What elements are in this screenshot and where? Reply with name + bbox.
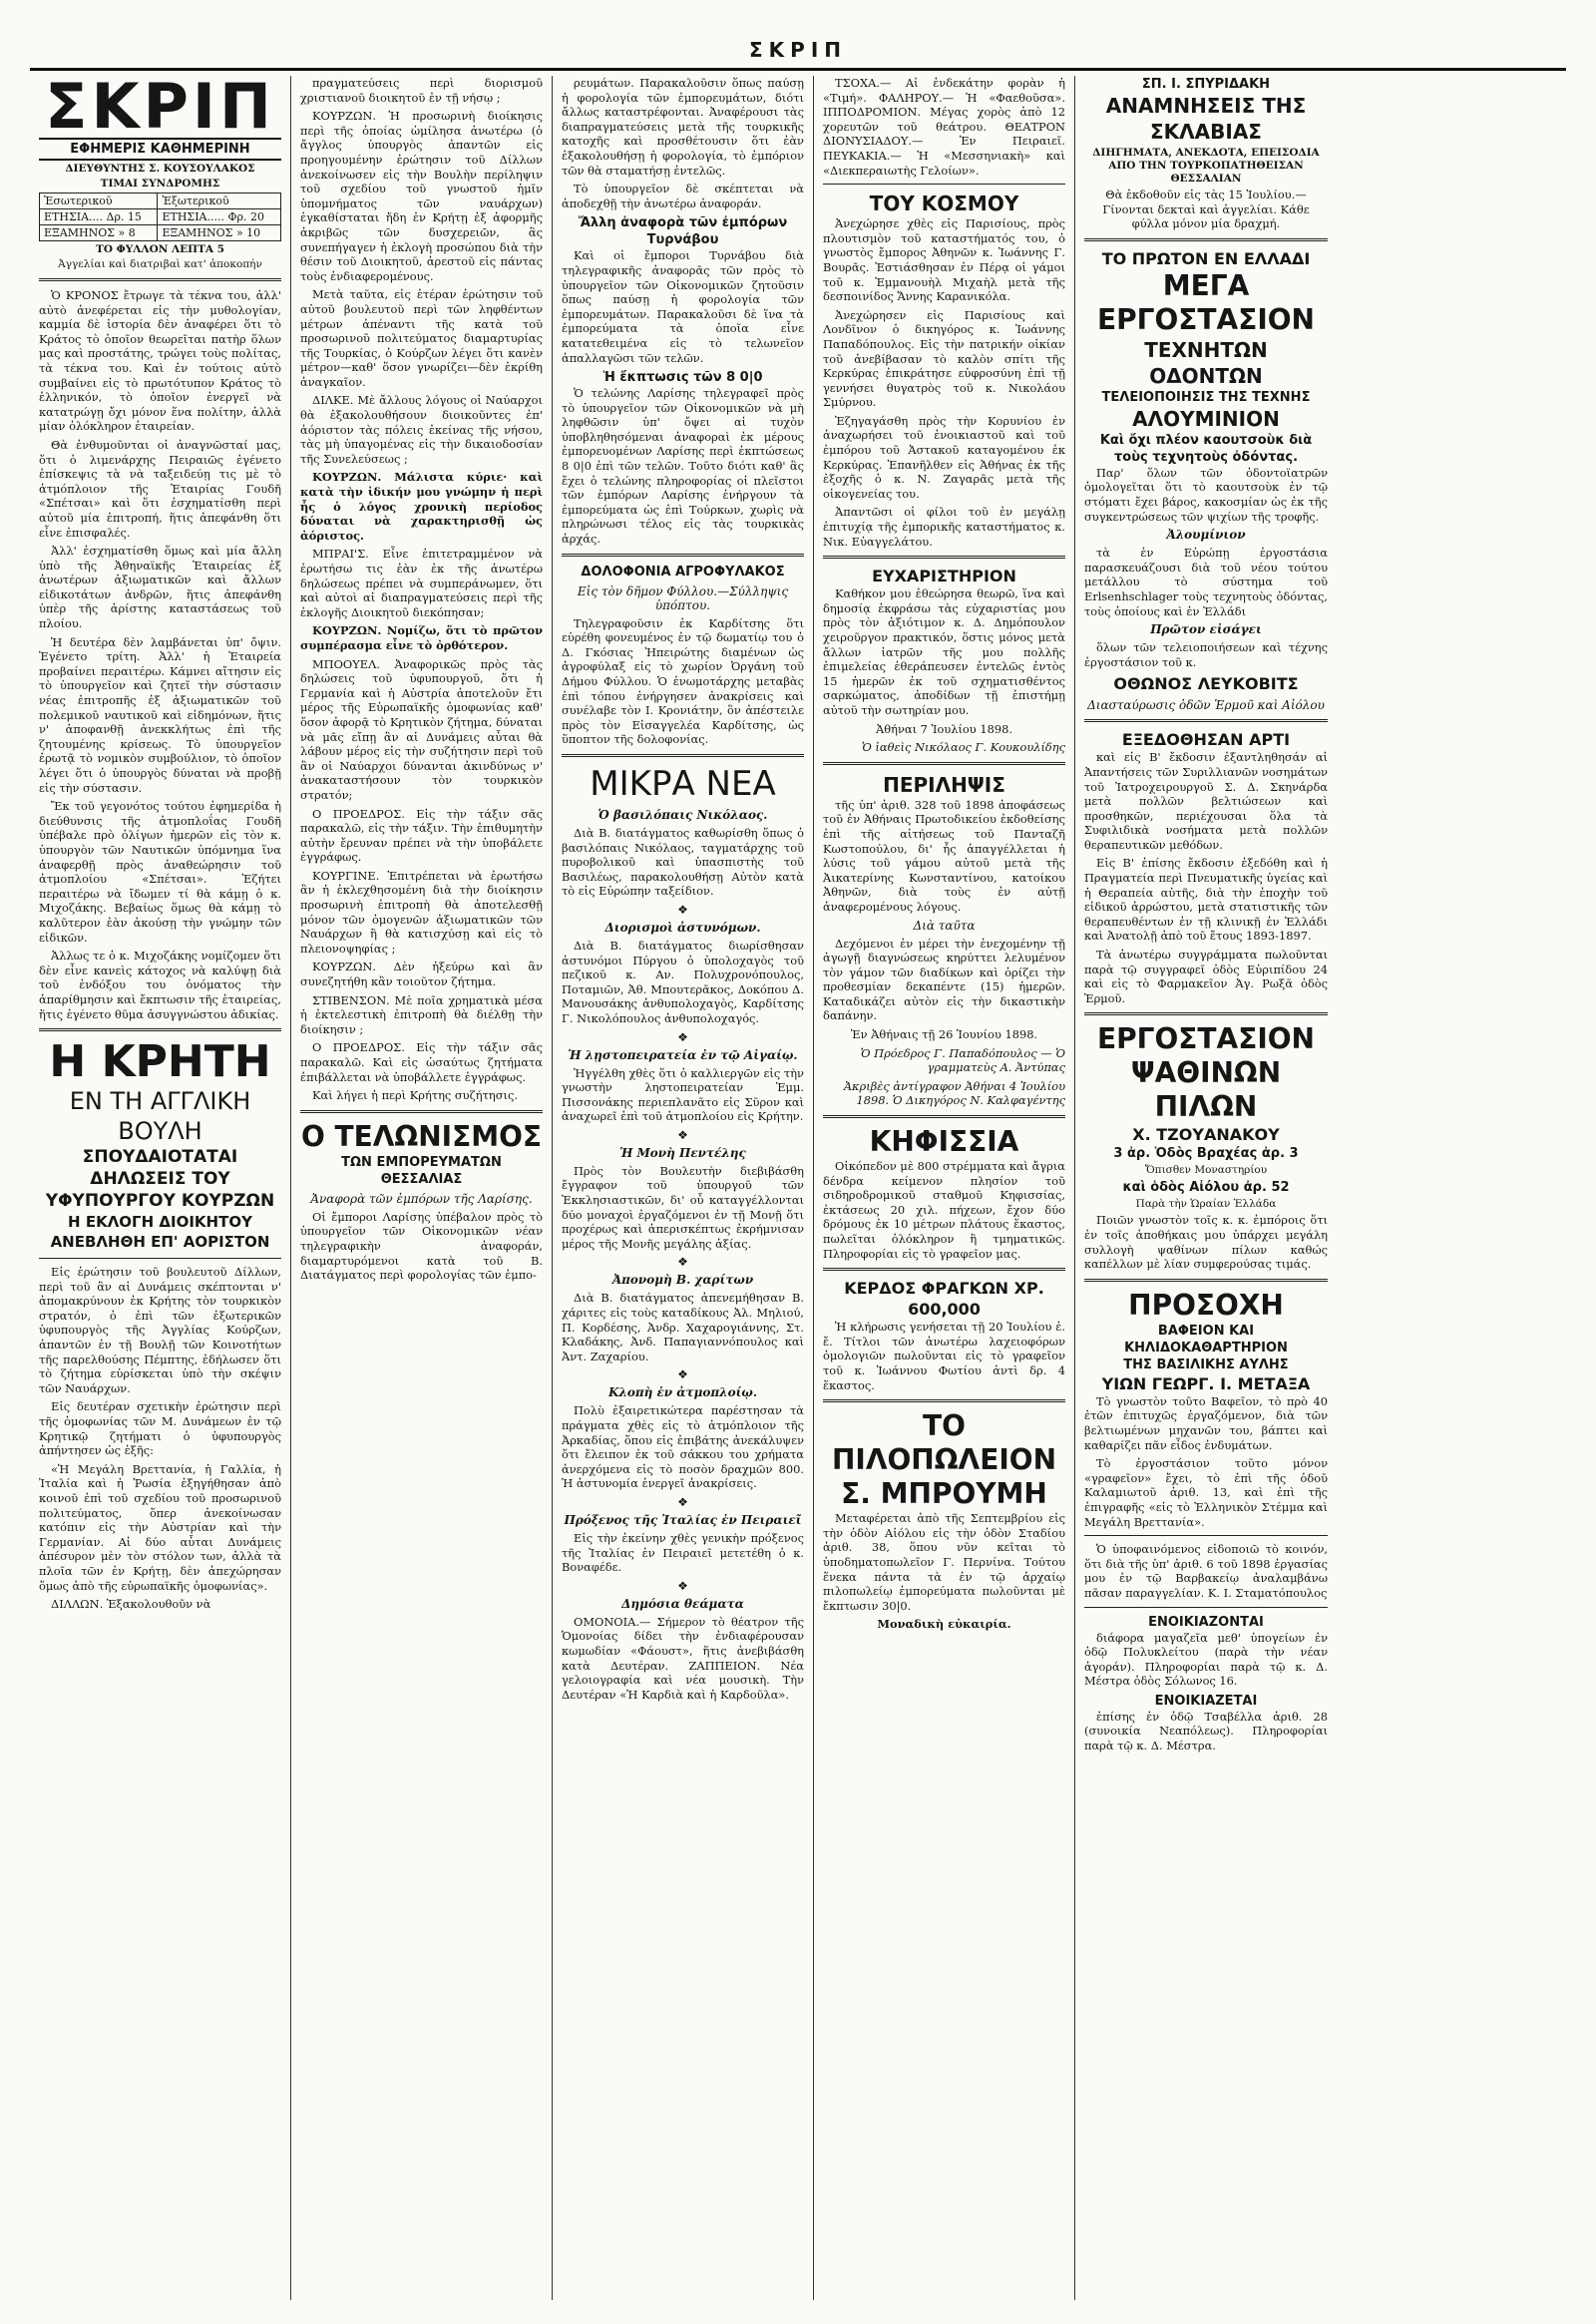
subs-interior-header: Ἐσωτερικοῦ (40, 194, 158, 209)
ad-title: ΑΝΑΜΝΗΣΕΙΣ ΤΗΣ ΣΚΛΑΒΙΑΣ (1105, 94, 1307, 144)
lottery-headline: ΚΕΡΔΟΣ ΦΡΑΓΚΩΝ ΧΡ. 600,000 (844, 1279, 1044, 1320)
article-paragraph: Καὶ οἱ ἔμποροι Τυρνάβου διὰ τηλεγραφικῆς ἀναφορᾶς τῶν πρὸς τὸ ὑπουργεῖον τῶν Οἰκονομικῶν ζητοῦσιν ὅπως παύσῃ ἡ φορολογία τῶν ἐμπορευμάτων. Παρακαλοῦσι δὲ ἵνα τὰ ἐμπορεύματα τὰ ὁποῖα εἶνε κατατεθειμένα εἰς τὸ τελωνεῖον ἀπαλλαγῶσι τῶν τελῶν. (562, 248, 804, 365)
article-paragraph: Δεχόμενοι ἐν μέρει τὴν ἐνεχομένην τῇ ἀγωγῇ διαγνώσεως κηρύττει λελυμένον τὸν γάμον τῶν διαδίκων καὶ ὁρίζει τὴν προθεσμίαν δεκαπέντε (15) ἡμερῶν. Καταδικάζει αὐτὸν εἰς τὴν δικαστικὴν δαπάνην. (823, 936, 1065, 1023)
subscriptions-title: ΤΙΜΑΙ ΣΥΝΔΡΟΜΗΣ (100, 178, 220, 190)
ad-body: Εἰς Β' ἐπίσης ἔκδοσιν ἐξεδόθη καὶ ἡ Πραγματεία περὶ Πνευματικῆς ὑγείας καὶ ἡ Θεραπεία αὐτῆς, διὰ τὴν ἐποχὴν τοῦ εἰδικοῦ ἀρρώστου, μετὰ στατιστικῆς τῶν θεραπευθέντων ἐν τῇ κλινικῇ ἐν Ἑλλάδι καὶ Ἀνατολῇ ἀπὸ τοῦ ἔτους 1893-1897. (1084, 856, 1328, 944)
article-paragraph: Τὸ ὑπουργεῖον δὲ σκέπτεται νὰ ἀποδεχθῇ τὴν ἀνωτέρω ἀναφοράν. (562, 182, 804, 210)
ad-body: ὅλων τῶν τελειοποιήσεων καὶ τέχνης ἐργοστάσιον τοῦ κ. (1084, 640, 1328, 669)
article-paragraph: «Ἡ Μεγάλη Βρεττανία, ἡ Γαλλία, ἡ Ἰταλία καὶ ἡ Ῥωσία ἐξηγήθησαν ἀπὸ κοινοῦ ἐπὶ τοῦ σχεδίου τοῦ προσωρινοῦ πολιτεύματος, ὅπερ ἀνεκοίνωσαν κατόπιν εἰς τὴν Αὐστρίαν καὶ τὴν Γερμανίαν. Αἱ δύο αὗται Δυνάμεις ἀπέσυρον μὲν τὸν στόλον των, ἀλλὰ τὰ πλοῖα τῶν ἐν Κρήτῃ, δὲν ἀπεχώρησαν ὅμως ἀπὸ τῆς εὐρωπαϊκῆς ὁμοφωνίας». (39, 1461, 281, 1593)
ad-title: ΤΗΣ ΒΑΣΙΛΙΚΗΣ ΑΥΛΗΣ (1123, 1356, 1289, 1372)
ad-title: Παρὰ τὴν Ὡραίαν Ἑλλάδα (1135, 1198, 1277, 1211)
divider (823, 1115, 1065, 1118)
subs-exterior-half: ΕΞΑΜΗΝΟΣ » 10 (158, 225, 281, 241)
subhead: Ἀπονομὴ Β. χαρίτων (611, 1273, 754, 1288)
ad-title: ΑΛΟΥΜΙΝΙΟΝ (1132, 406, 1280, 431)
divider (562, 554, 804, 557)
ad-title: Ἀλουμίνιον (1166, 528, 1246, 543)
divider (823, 762, 1065, 765)
article-paragraph: Ἀνεχώρησε χθὲς εἰς Παρισίους, πρὸς πλουτισμὸν τοῦ καταστήματός του, ὁ γνωστὸς ἔμπορος Ἀθηνῶν κ. Ἰωάννης Γ. Βουρᾶς. Ἐστιάσθησαν ἐν Πέρᾳ οἱ γάμοι τοῦ κ. Ἐμμανουὴλ Μιχαὴλ μετὰ τῆς δεσποινίδος Ἄννης Καρανικόλα. (823, 216, 1065, 304)
thanks-headline: ΕΥΧΑΡΙΣΤΗΡΙΟΝ (872, 567, 1016, 586)
divider (562, 754, 804, 757)
customs-headline-2: ΤΩΝ ΕΜΠΟΡΕΥΜΑΤΩΝ ΘΕΣΣΑΛΙΑΣ (341, 1154, 502, 1187)
running-head: ΣΚΡΙΠ (30, 38, 1566, 71)
divider (39, 278, 281, 281)
column-5 (1075, 76, 1337, 2300)
ad-body: Τὰ ἀνωτέρω συγγράμματα πωλοῦνται παρὰ τῷ συγγραφεῖ ὁδὸς Εὐριπίδου 24 καὶ εἰς τὸ Φαρμακεῖον Ἀγ. Ρωξᾶ ὁδὸς Ἑρμοῦ. (1084, 948, 1328, 1005)
ad-body: Παρ' ὅλων τῶν ὀδοντοϊατρῶν ὁμολογεῖται ὅτι τὸ καουτσοὺκ ἐν τῷ στόματι ἔχει βάρος, κακοσμίαν ὡς ἐκ τῆς συγκεντρώσεως τῶν ψιχίων τῆς τροφῆς. (1084, 465, 1328, 524)
divider (1084, 1535, 1328, 1536)
columns (30, 76, 1566, 2300)
divider (39, 1028, 281, 1031)
ad-body: Θὰ ἐκδοθοῦν εἰς τὰς 15 Ἰουλίου.— Γίνονται δεκταὶ καὶ ἀγγελίαι. Κάθε φύλλα μόνον μία δραχμή. (1102, 188, 1310, 231)
subs-interior-half: ΕΞΑΜΗΝΟΣ » 8 (40, 225, 158, 241)
article-paragraph: Ο ΠΡΟΕΔΡΟΣ. Εἰς τὴν τάξιν σᾶς παρακαλῶ, εἰς τὴν τάξιν. Τὴν ἐπιθυμητὴν αὐτὴν ἔρευναν πρέπει νὰ τὴν ὑποβάλετε ἐγγράφως. (300, 806, 543, 865)
column-2 (291, 76, 553, 2300)
divider (1084, 1279, 1328, 1282)
article-paragraph: ΔΙΛΚΕ. Μὲ ἄλλους λόγους οἱ Ναύαρχοι θὰ ἐξακολουθήσουν διοικοῦντες ἐπ' ἀόριστον τὰς πόλεις ἐκείνας τῆς νήσου, τὰς μὴ ὑπαγομένας εἰς τὴν δικαιοδοσίαν τῆς Συνελεύσεως ; (300, 393, 543, 466)
subhead: Ἡ ἔκπτωσις τῶν 8 0|0 (602, 370, 763, 386)
ad-title: Πρῶτον εἰσάγει (1150, 622, 1262, 637)
article-paragraph: ΜΠΡΑΙ'Σ. Εἶνε ἐπιτετραμμένον νὰ ἐρωτήσω τις ἐὰν ἐκ τῆς ἀνωτέρω δηλώσεως πρέπει νὰ συμπεράνωμεν, ὅτι καὶ αὐτοὶ αἱ διαπραγματεύσεις περὶ τῆς ἐκλογῆς Διοικητοῦ διεκόπησαν; (300, 547, 543, 619)
divider (39, 1258, 281, 1259)
ornament: ❖ (677, 1367, 688, 1382)
divider (823, 1268, 1065, 1271)
ad-body: ἐπίσης ἐν ὁδῷ Τσαβέλλα ἀριθ. 28 (συνοικία Νεαπόλεως). Πληροφορίαι παρὰ τῷ κ. Δ. Μέστρα. (1084, 1709, 1328, 1753)
article-paragraph: Μεταφέρεται ἀπὸ τῆς Σεπτεμβρίου εἰς τὴν ὁδὸν Αἰόλου εἰς τὴν ὁδὸν Σταδίου ἀριθ. 38, ὅπου νῦν κεῖται τὸ ὑποδηματοπωλεῖον Γ. Περνίνα. Τούτου ἕνεκα πάντα τὰ ἐν τῷ ἀρχαίῳ πιλοπωλείῳ ἐμπορεύματα πωλοῦνται μὲ ἔκπτωσιν 30|0. (823, 1511, 1065, 1613)
article-paragraph: ΚΟΥΡΖΩΝ. Ἡ προσωρινὴ διοίκησις περὶ τῆς ὁποίας ὡμίλησα ἀνωτέρω (ὁ ἄγγλος ὑπουργὸς ἀπαντῶν εἰς προηγουμένην ἐρώτησιν τοῦ Δίλλων ἀνεκοίνωσεν εἰς τὴν Βουλὴν περίληψιν τοῦ σχεδίου τοῦ γνωστοῦ ἡμῖν ὑπομνήματος τῶν ναυάρχων) ἐγκαθίσταται ἤδη ἐν Κρήτῃ ἐξ ἀφορμῆς ἀκριβῶς τῶν δυσχερειῶν, ἃς συνεπήγαγεν ἡ ἐκλογὴ προσώπου διὰ τὴν θέσιν τοῦ Διοικητοῦ, ἀρεστοῦ εἰς πάντας τοὺς ἐνδιαφερομένους. (300, 109, 543, 283)
masthead (39, 76, 281, 271)
article-paragraph: Οἱ ἔμποροι Λαρίσης ὑπέβαλον πρὸς τὸ ὑπουργεῖον τῶν Οἰκονομικῶν νέαν τηλεγραφικὴν ἀναφοράν, διαμαρτυρόμενοι κατὰ τοῦ Β. Διατάγματος περὶ φορολογίας τῶν ἐμπο- (300, 1209, 543, 1283)
ad-author: ΣΠ. Ι. ΣΠΥΡΙΔΑΚΗ (1141, 77, 1271, 92)
article-paragraph: ρευμάτων. Παρακαλοῦσιν ὅπως παύσῃ ἡ φορολογία τῶν ἐμπορευμάτων, διότι ἄλλως καταστρέφονται. Ἀναφέρουσι τὰς διαπραγματεύσεις μετὰ τῆς τουρκικῆς κατοχῆς καὶ προσθέτουσιν ὅτι ἐὰν ἐξακολουθήσῃ ἡ φορολογία, τὸ ἐμπόριον τῶν θὰ σταματήσῃ ἐντελῶς. (562, 76, 804, 178)
divider (1084, 238, 1328, 241)
article-paragraph: Εἰς δευτέραν σχετικὴν ἐρώτησιν περὶ τῆς ὁμοφωνίας τῶν Μ. Δυνάμεων ἐν τῷ Κρητικῷ ζητήματι ὁ ὑφυπουργὸς ἀπήντησεν ὡς ἑξῆς: (39, 1399, 281, 1458)
column-3 (553, 76, 814, 2300)
ad-title: Χ. ΤΖΟΥΑΝΑΚΟΥ (1132, 1125, 1280, 1145)
ad-title: ΕΝΟΙΚΙΑΖΟΝΤΑΙ (1148, 1614, 1264, 1630)
ad-title: ΨΑΘΙΝΩΝ ΠΙΛΩΝ (1130, 1056, 1282, 1124)
ad-subtitle: ΔΙΗΓΗΜΑΤΑ, ΑΝΕΚΔΟΤΑ, ΕΠΕΙΣΟΔΙΑ ΑΠΟ ΤΗΝ ΤΟΥΡΚΟΠΑΤΗΘΕΙΣΑΝ ΘΕΣΣΑΛΙΑΝ (1092, 147, 1320, 185)
divider (1084, 1012, 1328, 1015)
crete-headline-3: ΣΠΟΥΔΑΙΟΤΑΤΑΙ ΔΗΛΩΣΕΙΣ ΤΟΥ ΥΦΥΠΟΥΡΓΟΥ ΚΟΥΡΖΩΝ (45, 1147, 275, 1212)
ad-title: καὶ ὁδὸς Αἰόλου ἀρ. 52 (1122, 1180, 1290, 1196)
article-paragraph: Ὁ τελώνης Λαρίσης τηλεγραφεῖ πρὸς τὸ ὑπουργεῖον τῶν Οἰκονομικῶν νὰ μὴ ληφθῶσιν ὑπ' ὄψει αἱ τυχὸν ὑποβληθησόμεναι ἀναφοραὶ ἐκ μέρους ἐμπορευομένων Λαρίσης περὶ ἐκπτώσεως 8 0|0 ἐπὶ τῶν τελῶν. Τοῦτο διότι καθ' ἃς ἔχει ὁ τελώνης πληροφορίας οἱ πλεῖστοι τῶν ἐμπόρων Λαρίσης ἐνήργουν τὰ ἐμπορεύματα ὡς ἐπὶ Τούρκων, χωρὶς νὰ πληρώνωσι τέλος εἰς τὰς τουρκικὰς ἀρχάς. (562, 386, 804, 547)
subhead: Ὁ βασιλόπαις Νικόλαος. (598, 807, 768, 822)
crete-headline-2: ΕΝ ΤΗ ΑΓΓΛΙΚΗ ΒΟΥΛΗ (69, 1087, 251, 1146)
subhead: Ἄλλη ἀναφορὰ τῶν ἐμπόρων Τυρνάβου (578, 215, 788, 248)
article-paragraph: τῆς ὑπ' ἀριθ. 328 τοῦ 1898 ἀποφάσεως τοῦ ἐν Ἀθήναις Πρωτοδικείου ἐκδοθείσης ἐπὶ τῆς αἰτήσεως τοῦ Πανταζῆ Κωστοπούλου, δι' ἧς ἀπαγγέλλεται ἡ λύσις τοῦ γάμου αὐτοῦ μετὰ τῆς Ἀικατερίνης Κωνσταντίνου, κατοίκου Ἀθηνῶν, διὰ τοὺς ἐν αὐτῇ ἀναφερομένους λόγους. (823, 797, 1065, 914)
ad-title: ΤΕΛΕΙΟΠΟΙΗΣΙΣ ΤΗΣ ΤΕΧΝΗΣ (1101, 389, 1311, 405)
ad-title: 3 ἀρ. Ὁδὸς Βραχέας ἀρ. 3 (1113, 1146, 1299, 1162)
article-paragraph: ΚΟΥΡΖΩΝ. Δὲν ἠξεύρω καὶ ἂν συνεζητήθη κἂν τοιοῦτον ζήτημα. (300, 960, 543, 989)
divider (1084, 719, 1328, 722)
ornament: ❖ (677, 902, 688, 917)
article-paragraph: Μοναδικὴ εὐκαιρία. (877, 1617, 1011, 1632)
customs-headline: Ο ΤΕΛΩΝΙΣΜΟΣ (300, 1119, 543, 1153)
ad-body: Τὸ ἐργοστάσιον τοῦτο μόνον «γραφεῖον» ἔχει, τὸ ἐπὶ τῆς ὁδοῦ Καλαμιωτοῦ ἀριθ. 13, καὶ ἐπὶ τῆς ἐπιγραφῆς «εἰς τὸ Ἑλληνικὸν Στέμμα καὶ Μεγάλη Βρεττανία». (1084, 1456, 1328, 1529)
ad-title: ΥΙΩΝ ΓΕΩΡΓ. Ι. ΜΕΤΑΞΑ (1101, 1373, 1311, 1393)
mikra-nea-headline: ΜΙΚΡΑ ΝΕΑ (590, 763, 776, 804)
article-paragraph: πραγματεύσεις περὶ διορισμοῦ χριστιανοῦ διοικητοῦ ἐν τῇ νήσῳ ; (300, 76, 543, 105)
ad-body: Ὁ ὑποφαινόμενος εἰδοποιῶ τὸ κοινόν, ὅτι διὰ τῆς ὑπ' ἀριθ. 6 τοῦ 1898 ἐργασίας μου ἐν τῷ Βαρβακείῳ ἀναλαμβάνω πᾶσαν παραγγελίαν. Κ. Ι. Σταματόπουλος (1084, 1542, 1328, 1600)
subhead: Διορισμοὶ ἀστυνόμων. (604, 920, 761, 935)
article-paragraph: Ἀλλως τε ὁ κ. Μιχοζάκης νομίζομεν ὅτι δὲν εἶνε κανεὶς κάτοχος νὰ καλύψῃ διὰ τοῦ ἐνδόξου του ὀνόματος τὴν ἀπαρίθμησιν καὶ ἔκπτωσιν τῆς ἑταιρείας, ἥτις ἐγένετο θῦμα ἀσυγγνώστου ἀδικίας. (39, 949, 281, 1021)
ad-title: ΤΟ ΠΡΩΤΟΝ ΕΝ ΕΛΛΑΔΙ (1101, 248, 1311, 268)
ad-body: διάφορα μαγαζεῖα μεθ' ὑπογείων ἐν ὁδῷ Πολυκλείτου (παρὰ τὴν νέαν ἀγοράν). Πληροφορίαι παρὰ τῷ κ. Δ. Μέστρα ὁδὸς Σόλωνος 16. (1084, 1630, 1328, 1689)
society-headline: ΤΟΥ ΚΟΣΜΟΥ (869, 192, 1019, 216)
ad-title: ΕΞΕΔΟΘΗΣΑΝ ΑΡΤΙ (1121, 730, 1291, 750)
masthead-price: ΤΟ ΦΥΛΛΟΝ ΛΕΠΤΑ 5 (96, 243, 224, 255)
masthead-note: Ἀγγελίαι καὶ διατριβαὶ κατ' ἀποκοπήν (58, 258, 262, 270)
article-date: Ἀθήναι 7 Ἰουλίου 1898. (876, 721, 1012, 736)
subs-interior-year: ΕΤΗΣΙΑ.... Δρ. 15 (40, 209, 158, 225)
masthead-subtitle: ΕΦΗΜΕΡΙΣ ΚΑΘΗΜΕΡΙΝΗ (39, 138, 281, 161)
hat-shop-headline: ΤΟ ΠΙΛΟΠΩΛΕΙΟΝ (831, 1409, 1056, 1477)
divider (823, 1399, 1065, 1402)
subhead: Πρόξενος τῆς Ἰταλίας ἐν Πειραιεῖ (564, 1512, 802, 1527)
signature: Ὁ ἰαθεὶς Νικόλαος Γ. Κουκουλίδης (862, 740, 1065, 755)
article-paragraph: Ο ΠΡΟΕΔΡΟΣ. Εἰς τὴν τάξιν σᾶς παρακαλῶ. Καὶ εἰς ὡσαύτως ζητήματα ἐπιβάλλεται νὰ ὑποβάλλετε ἐγγράφως. (300, 1040, 543, 1084)
article-paragraph: ΣΤΙΒΕΝΣΟΝ. Μὲ ποῖα χρηματικὰ μέσα ἡ ἐκτελεστικὴ ἐπιτροπὴ θὰ διέλθῃ τὴν διοίκησιν ; (300, 992, 543, 1036)
article-paragraph: ΤΣΟΧΑ.— Αἱ ἐνδεκάτην φορὰν ἡ «Τιμή». ΦΑΛΗΡΟΥ.— Ἡ «Φαεθοῦσα». ΙΠΠΟΔΡΟΜΙΟΝ. Μέγας χορὸς ἀπὸ 12 χορευτῶν τοῦ θεάτρου. ΘΕΑΤΡΟΝ ΔΙΟΝΥΣΙΑΔΟΥ.— Ἐν Πειραιεῖ. ΠΕΥΚΑΚΙΑ.— Ἡ «Μεσσηνιακὴ» καὶ «Διεκπεραιωτὴς Γελοίων». (823, 76, 1065, 178)
ornament: ❖ (677, 1578, 688, 1593)
article-paragraph: ΜΠΟΟΥΕΛ. Ἀναφορικῶς πρὸς τὰς δηλώσεις τοῦ ὑφυπουργοῦ, ὅτι ἡ Γερμανία καὶ ἡ Αὐστρία ἀποτελοῦν ἔτι μέρος τῆς Εὐρωπαϊκῆς ὁμοφωνίας καθ' ὅσον ἀφορᾷ τὸ Κρητικὸν ζήτημα, δύναται νὰ μᾶς εἴπῃ ἂν αἱ Δυνάμεις αὗται θὰ λάβουν μέρος εἰς τὴν συζήτησιν περὶ τοῦ ἂν οἱ Ναύαρχοι δύνανται ἀκινδύνως ν' ἀνακαταστήσουν τὸν τουρκικὸν στρατόν; (300, 656, 543, 802)
crete-headline-4: Η ΕΚΛΟΓΗ ΔΙΟΙΚΗΤΟΥ ΑΝΕΒΛΗΘΗ ΕΠ' ΑΟΡΙΣΤΟΝ (50, 1213, 270, 1252)
masthead-director: ΔΙΕΥΘΥΝΤΗΣ Σ. ΚΟΥΣΟΥΛΑΚΟΣ (65, 163, 255, 175)
ornament: ❖ (677, 1494, 688, 1509)
murder-headline: ΔΟΛΟΦΟΝΙΑ ΑΓΡΟΦΥΛΑΚΟΣ (581, 564, 785, 580)
article-paragraph: Εἰς ἐρώτησιν τοῦ βουλευτοῦ Δίλλων, περὶ τοῦ ἂν αἱ Δυνάμεις σκέπτονται ν' ἀπομακρύνουν ἐκ Κρήτης τὸν τουρκικὸν στρατόν, ὁ ἐπὶ τῶν ἐξωτερικῶν ὑφυπουργὸς τῆς Ἀγγλίας Κούρζων, ἀπαντῶν ἐν τῇ Βουλῇ τῶν Κοινοτήτων τῆς παρελθούσης Πέμπτης, ἐδήλωσεν ὅτι τὸ ζήτημα εὑρίσκεται ὑπὸ τὴν σκέψιν τῶν Ναυάρχων. (39, 1265, 281, 1395)
ad-title: ΟΘΩΝΟΣ ΛΕΥΚΟΒΙΤΣ (1113, 674, 1299, 694)
article-paragraph: Ὁ ΚΡΟΝΟΣ ἔτρωγε τὰ τέκνα του, ἀλλ' αὐτὸ ἀνεφέρεται εἰς τὴν μυθολογίαν, καμμία δὲ ἱστορία δὲν ἀναφέρει ὅτι τὸ Κράτος τὸ ὁποῖον θεωρεῖται πατὴρ ὅλων μας καὶ προστάτης, τρώγει τοὺς πολίτας, τὰ τέκνα του. Καὶ ἐν τούτοις αὐτὸ συμβαίνει εἰς τὸ πρωτότυπον Κράτος τὸ ἑλληνικόν, τὸ ὁποῖον ἐνεργεῖ νὰ κατατρώγῃ ὄχι μόνον ἕνα πολίτην, ἀλλὰ μίαν ὁλόκληρον ἑταιρείαν. (39, 288, 281, 434)
article-paragraph: Διὰ Β. διατάγματος διωρίσθησαν ἀστυνόμοι Πύργου ὁ ὑπολοχαγὸς τοῦ πεζικοῦ κ. Αν. Πολυχρονόπουλος, Ποταμιῶν, Ἀθ. Μπουτερᾶκος, Δοκόπου Δ. Μανουσάκης ἀνθυπολοχαγὸς, Καρδίτσης Γ. Νικολόπουλος ἀνθυπολοχαγός. (562, 938, 804, 1025)
ornament: ❖ (677, 1255, 688, 1270)
article-paragraph: Πολὺ ἐξαιρετικώτερα παρέστησαν τὰ πράγματα χθὲς εἰς τὸ ἀτμόπλοιον τῆς Ἀρκαδίας, ὅπου εἰς ἐπιβάτης ἀνεκάλυψεν ὅτι ἔλειπον ἐκ τοῦ σάκκου του χρήματα ἀνερχόμενα εἰς τὸ ποσὸν δραχμῶν 800. Ἡ ἀστυνομία ἐνεργεῖ ἀνακρίσεις. (562, 1403, 804, 1491)
ad-body: τὰ ἐν Εὐρώπῃ ἐργοστάσια παρασκευάζουσι διὰ τοῦ νέου τούτου μετάλλου τὸ σύστημα τοῦ Erlsenhschlager τοὺς τεχνητοὺς ὀδόντας, τοὺς ὁποίους καὶ ἐν Ἑλλάδι (1084, 546, 1328, 618)
ad-title: Καὶ ὄχι πλέον καουτσοὺκ διὰ τοὺς τεχνητοὺς ὀδόντας. (1099, 432, 1313, 465)
article-paragraph: ΚΟΥΡΖΩΝ. Μάλιστα κύριε· καὶ κατὰ τὴν ἰδικήν μου γνώμην ἡ περὶ ἧς ὁ λόγος χρονικὴ περίοδος δύναται νὰ χαρακτηρισθῇ ὡς ἀόριστος. (300, 470, 543, 543)
ornament: ❖ (677, 1127, 688, 1142)
article-paragraph: Πρὸς τὸν Βουλευτὴν διεβιβάσθη ἔγγραφον τοῦ ὑπουργοῦ τῶν Ἐκκλησιαστικῶν, δι' οὗ καταγγέλλονται δύο μοναχοὶ ἐργαζόμενοι ἐν τῇ Μονῇ ὅτι προχέρως καὶ ἀπερισκέπτως ἐκρήμνισαν μέρος τῆς Μονῆς μεγάλης ἀξίας. (562, 1163, 804, 1251)
ad-title: ΕΡΓΟΣΤΑΣΙΟΝ (1097, 1022, 1315, 1056)
murder-subhead: Εἰς τὸν δῆμον Φύλλου.—Σύλληψις ὑπόπτου. (577, 583, 789, 612)
summary-headline: ΠΕΡΙΛΗΨΙΣ (883, 772, 1005, 797)
ad-title: ΒΑΦΕΙΟΝ ΚΑΙ ΚΗΛΙΔΟΚΑΘΑΡΤΗΡΙΟΝ (1124, 1323, 1288, 1356)
divider (1084, 1607, 1328, 1608)
column-1 (30, 76, 291, 2300)
subscriptions-table (39, 193, 281, 241)
article-paragraph: Καὶ λήγει ἡ περὶ Κρήτης συζήτησις. (312, 1088, 518, 1103)
ad-title: ΜΕΓΑ ΕΡΓΟΣΤΑΣΙΟΝ (1097, 268, 1315, 336)
ad-title: ΤΕΧΝΗΤΩΝ ΟΔΟΝΤΩΝ (1144, 337, 1268, 388)
subhead: Ἡ Μονὴ Πεντέλης (619, 1145, 746, 1160)
subhead: Διὰ ταῦτα (913, 918, 976, 933)
signature: Ἀκριβὲς ἀντίγραφον Ἀθήναι 4 Ἰουλίου 1898. Ὁ Δικηγόρος Ν. Καλφαγέντης (843, 1078, 1065, 1108)
ad-title: Διασταύρωσις ὁδῶν Ἑρμοῦ καὶ Αἰόλου (1087, 698, 1325, 713)
kifisia-headline: ΚΗΦΙΣΣΙΑ (869, 1125, 1019, 1159)
ad-title: Ὄπισθεν Μοναστηρίου (1144, 1164, 1268, 1177)
article-paragraph: Ἔκ τοῦ γεγονότος τούτου ἐφημερίδα ἡ διεύθυνσις τῆς ἀτμοπλοΐας Γουδῆ ὑπέβαλε πρὸ ὀλίγων ἡμερῶν εἰς τὸν κ. ὑπουργὸν τῶν Ναυτικῶν ὑπόμνημα ἵνα ἀναφερθῇ πρὸς ἀναθεώρησιν τοῦ ἀτμοπλοίου «Σπέτσαι». Ἐζήτει περαιτέρω νὰ ἴδωμεν τί θὰ κάμῃ ὁ κ. Μιχοζάκης. Βεβαίως ὅμως θὰ κάμῃ τὸ καλῦτερον ἐὰν ἀκούσῃ τὴν γνώμην τῶν εἰδικῶν. (39, 799, 281, 945)
article-paragraph: Διὰ Β. διατάγματος καθωρίσθη ὅπως ὁ βασιλόπαις Νικόλαος, ταγματάρχης τοῦ πυροβολικοῦ καὶ ὑπασπιστὴς τοῦ Βασιλέως, παρακολουθήσῃ Αὐτὸν κατὰ τὸ εἰς Εὐρώπην ταξείδιον. (562, 825, 804, 899)
crete-headline: Η ΚΡΗΤΗ (49, 1036, 271, 1088)
article-paragraph: Ἡ δευτέρα δὲν λαμβάνεται ὑπ' ὄψιν. Ἐγένετο τρίτη. Ἀλλ' ἡ Ἑταιρεία προβαίνει περαιτέρω. Κάμνει αἴτησιν εἰς τὸ ὑπουργεῖον καὶ ζητεῖ τὴν σύστασιν νέας ἐπιτροπῆς ἐξ ἀξιωματικῶν τοῦ πολεμικοῦ ναυτικοῦ καὶ εἰδημόνων, ἥτις ν' ἀποφανθῇ ἀνεκκλήτως ἐπὶ τῆς ζητουμένης κρίσεως. Τὸ ὑπουργεῖον ἐρωτᾷ τὸ νομικὸν συμβούλιον, τὸ ὁποῖον λέγει ὅτι ὁ ὑπουργὸς δύναται νὰ προβῇ εἰς τὴν σύστασιν. (39, 634, 281, 795)
ad-body: καὶ εἰς Β' ἔκδοσιν ἐξαντληθησάν αἱ Ἀπαντήσεις τῶν Συριλλιανῶν νοσημάτων τοῦ Ἰατροχειρουργοῦ Σ. Δ. Σκηνάρδα μετὰ πολλῶν βελτιώσεων καὶ προσθηκῶν, περιέχουσαι ὅλα τὰ Συφιλιδικὰ νοσήματα μετὰ πολλῶν θεραπευτικῶν μεθόδων. (1084, 750, 1328, 852)
article-paragraph: Οἰκόπεδον μὲ 800 στρέμματα καὶ ἄγρια δένδρα κείμενον πλησίον τοῦ σιδηροδρομικοῦ σταθμοῦ Κηφισσίας, ἐκτάσεως 20 χιλ. πήχεων, ἔχον δύο δρόμους ἐκ 10 μέτρων πλάτους ἕκαστος, πωλεῖται ὁλόκληρον ἢ τμηματικῶς. Πληροφορίαι εἰς τὸ γραφεῖον μας. (823, 1159, 1065, 1261)
column-4 (814, 76, 1075, 2300)
subhead: Δημόσια θεάματα (621, 1596, 744, 1611)
ad-body: Ποιῶν γνωστὸν τοῖς κ. κ. ἐμπόροις ὅτι ἐν τοῖς ἀποθήκαις μου ὑπάρχει μεγάλη συλλογὴ ψαθίνων πίλων καθώς καπέλλων μὲ λίαν συμφερούσας τιμάς. (1084, 1213, 1328, 1272)
article-paragraph: Ἡ κλήρωσις γενήσεται τῇ 20 Ἰουλίου ἐ. ἔ. Τίτλοι τῶν ἀνωτέρω λαχειοφόρων ὁμολογιῶν πωλοῦνται εἰς τὸ γραφεῖον τοῦ κ. Ἰωάννου Φωτίου ἀντὶ δρ. 4 ἕκαστος. (823, 1320, 1065, 1392)
article-paragraph: ΚΟΥΡΖΩΝ. Νομίζω, ὅτι τὸ πρῶτον συμπέρασμα εἶνε τὸ ὀρθότερον. (300, 623, 543, 652)
article-paragraph: ΚΟΥΡΓΙΝΕ. Ἐπιτρέπεται νὰ ἐρωτήσω ἂν ἡ ἐκλεχθησομένη διὰ τὴν διοίκησιν προσωρινὴ ἐπιτροπὴ θὰ ἀποτελεσθῇ μόνον τῶν ὁμογενῶν ἀξιωματικῶν τῶν Ναυάρχων ἢ θὰ κατισχύσῃ καὶ εἰς τὸ πλειονοψηφίας ; (300, 868, 543, 956)
ad-title: ΠΡΟΣΟΧΗ (1128, 1288, 1284, 1322)
divider (823, 556, 1065, 559)
customs-subhead: Ἀναφορὰ τῶν ἐμπόρων τῆς Λαρίσης. (310, 1191, 533, 1206)
subhead: Κλοπὴ ἐν ἀτμοπλοίῳ. (607, 1385, 758, 1400)
article-paragraph: Ἐζηγαγάσθη πρὸς τὴν Κορυνίου ἐν ἀναχωρήσει τοῦ ἐνοικιαστοῦ καὶ τοῦ ἐμπόρου τοῦ Ἀστακοῦ καταγομένου ἐκ Κερκύρας. Ἐπανῆλθεν εἰς Ἀθήνας ἐκ τῆς ἐξοχῆς ὁ κ. Ν. Ζαγαρᾶς μετὰ τῆς οἰκογενείας του. (823, 413, 1065, 501)
hat-shop-headline-2: Σ. ΜΠΡΟΥΜΗ (841, 1477, 1047, 1511)
article-paragraph: Ἀνεχώρησεν εἰς Παρισίους καὶ Λονδῖνον ὁ δικηγόρος κ. Ἰωάννης Παπαδόπουλος. Εἰς τὴν πατρικήν οἰκίαν τοῦ ἀνεβίβασαν τὸ καλὸν σπίτι τῆς Κερκύρας ἐπικράτησε εὐφροσύνη ἐπὶ τῇ γεννήσει θυγατρὸς τοῦ κ. Νικολάου Σμύρνου. (823, 307, 1065, 410)
article-paragraph: Διὰ Β. διατάγματος ἀπενεμήθησαν Β. χάριτες εἰς τοὺς καταδίκους Ἀλ. Μηλιού, Π. Κορδέσης, Ἀνδρ. Χαχαρογιάννης, Στ. Κλαδάκης, Ἀνδ. Παπαγιαννόπουλος καὶ Ἀντ. Ζαχαρίου. (562, 1291, 804, 1363)
ad-title: ΕΝΟΙΚΙΑΖΕΤΑΙ (1154, 1693, 1258, 1709)
subhead: Ἡ λῃστοπειρατεία ἐν τῷ Αἰγαίῳ. (568, 1047, 798, 1062)
signature: Ὁ Πρόεδρος Γ. Παπαδόπουλος — Ὁ γραμματεὺς Α. Ἀντύπας (860, 1045, 1065, 1075)
article-paragraph: ΔΙΛΛΩΝ. Ἐξακολουθοῦν νὰ (51, 1597, 211, 1612)
article-paragraph: ΟΜΟΝΟΙΑ.— Σήμερον τὸ θέατρον τῆς Ὁμονοίας δίδει τὴν ἐνδιαφέρουσαν κωμωδίαν «Φάουστ», ἥτις ἀνεβιβάσθη κατὰ Δευτέραν. ΖΑΠΠΕΙΟΝ. Νέα γελοιογραφία καὶ νέα μουσικὴ. Τὴν Δευτέραν «Ἡ Καρδιὰ καὶ ἡ Καρδοῦλα». (562, 1614, 804, 1702)
article-paragraph: Ἀπαντῶσι οἱ φίλοι τοῦ ἐν μεγάλῃ ἐπιτυχίᾳ τῆς ἐμπορικῆς καταστήματος κ. Νικ. Εὐαγγελάτου. (823, 505, 1065, 549)
subs-exterior-header: Ἐξωτερικοῦ (158, 194, 281, 209)
article-date: Ἐν Ἀθήναις τῇ 26 Ἰουνίου 1898. (850, 1027, 1038, 1042)
article-paragraph: Ἠγγέλθη χθὲς ὅτι ὁ καλλιεργῶν εἰς τὴν γνωστὴν ληστοπειρατείαν Ἐμμ. Πισσονάκης περιεπλανᾶτο εἰς Σῦρον καὶ ἀναχωρεῖ ἐπὶ τοῦ ἀτμοπλοίου εἰς Κρήτην. (562, 1065, 804, 1124)
article-paragraph: Μετὰ ταῦτα, εἰς ἑτέραν ἐρώτησιν τοῦ αὐτοῦ βουλευτοῦ περὶ τῶν ληφθέντων μέτρων ἀπέναντι τῆς κατὰ τοῦ προσωρινοῦ πολιτεύματος διαμαρτυρίας τῆς Τουρκίας, ὁ Κούρζων λέγει ὅτι κανὲν μέτρον—καθ' ὅσον γνωρίζει—δὲν ἐκρίθη ἀναγκαῖον. (300, 287, 543, 389)
article-paragraph: Τηλεγραφοῦσιν ἐκ Καρδίτσης ὅτι εὑρέθη φονευμένος ἐν τῷ δωματίῳ του ὁ Δ. Γκόσιας Ἠπειρώτης διαμένων ὡς ἀγροφύλαξ εἰς τὸ χωρίον Ὀργάνη τοῦ Δήμου Φύλλου. Ὁ ἐνωμοτάρχης μεταβὰς ἐπὶ τόπου ἐνήργησεν ἀνακρίσεις καὶ συνέλαβε τὸν Ι. Κρονιάτην, ὃν ἀπέστειλε πρὸς τὸν Εἰσαγγελέα Καρδίτσης, ὡς ὕποπτον τῆς δολοφονίας. (562, 615, 804, 747)
ad-body: Τὸ γνωστὸν τοῦτο Βαφεῖον, τὸ πρὸ 40 ἐτῶν ἐπιτυχῶς ἐργαζόμενον, διὰ τῶν βελτιωμένων μηχανῶν του, βάπτει καὶ καθαρίζει πᾶν εἶδος ἐνδυμάτων. (1084, 1393, 1328, 1452)
ornament: ❖ (677, 1029, 688, 1044)
article-paragraph: Καθήκον μου ἐθεώρησα θεωρῶ, ἵνα καὶ δημοσίᾳ ἐκφράσω τὰς εὐχαριστίας μου πρὸς τὸν ἀξιότιμον κ. Δ. Δημόπουλον χειροῦργον πρακτικόν, ὅστις μόνος μετὰ ἄλλων ἰατρῶν τῆς μου πολλῆς ἐπιμελείας ἐθεράπευσεν ἐντελῶς ἐντὸς 15 ἡμερῶν ἐκ τοῦ σχηματισθέντος σαρκώματος, ἀποδίδων τῇ ἐπιστήμῃ αὐτοῦ τὴν σωτηρίαν μου. (823, 586, 1065, 717)
masthead-title: ΣΚΡΙΠ (45, 76, 275, 143)
article-paragraph: Θὰ ἐνθυμοῦνται οἱ ἀναγνῶσταί μας, ὅτι ὁ λιμενάρχης Πειραιῶς ἐγένετο ἐπίσκεψις τὰ νὰ ταξειδεύῃ τις μὲ τὸ ἀτμόπλοιον τῆς Ἑταιρίας Γουδῆ «Σπέτσαι» καὶ ὅτι ἐσχηματίσθη περὶ αὐτοῦ μία ἐπιτροπή, ἥτις ἀπεφάνθη ὅτι εἶνε ἐπισφαλές. (39, 437, 281, 540)
article-paragraph: Εἰς τὴν ἐκείνην χθὲς γενικὴν πρόξενος τῆς Ἰταλίας ἐν Πειραιεῖ μετετέθη ὁ κ. Βοναφέδε. (562, 1530, 804, 1575)
divider (823, 184, 1065, 185)
subs-exterior-year: ΕΤΗΣΙΑ..... Φρ. 20 (158, 209, 281, 225)
divider (300, 1110, 543, 1113)
article-paragraph: Ἀλλ' ἐσχηματίσθη ὅμως καὶ μία ἄλλη ὑπὸ τῆς Ἀθηναϊκῆς Ἑταιρείας ἐξ ἀνωτέρων ἀξιωματικῶν καὶ ἄλλων εἰδικοτάτων ἀνδρῶν, ἥτις ἀπεφάνθη ὑπὲρ τῆς ἀρίστης καταστάσεως τοῦ πλοίου. (39, 544, 281, 631)
